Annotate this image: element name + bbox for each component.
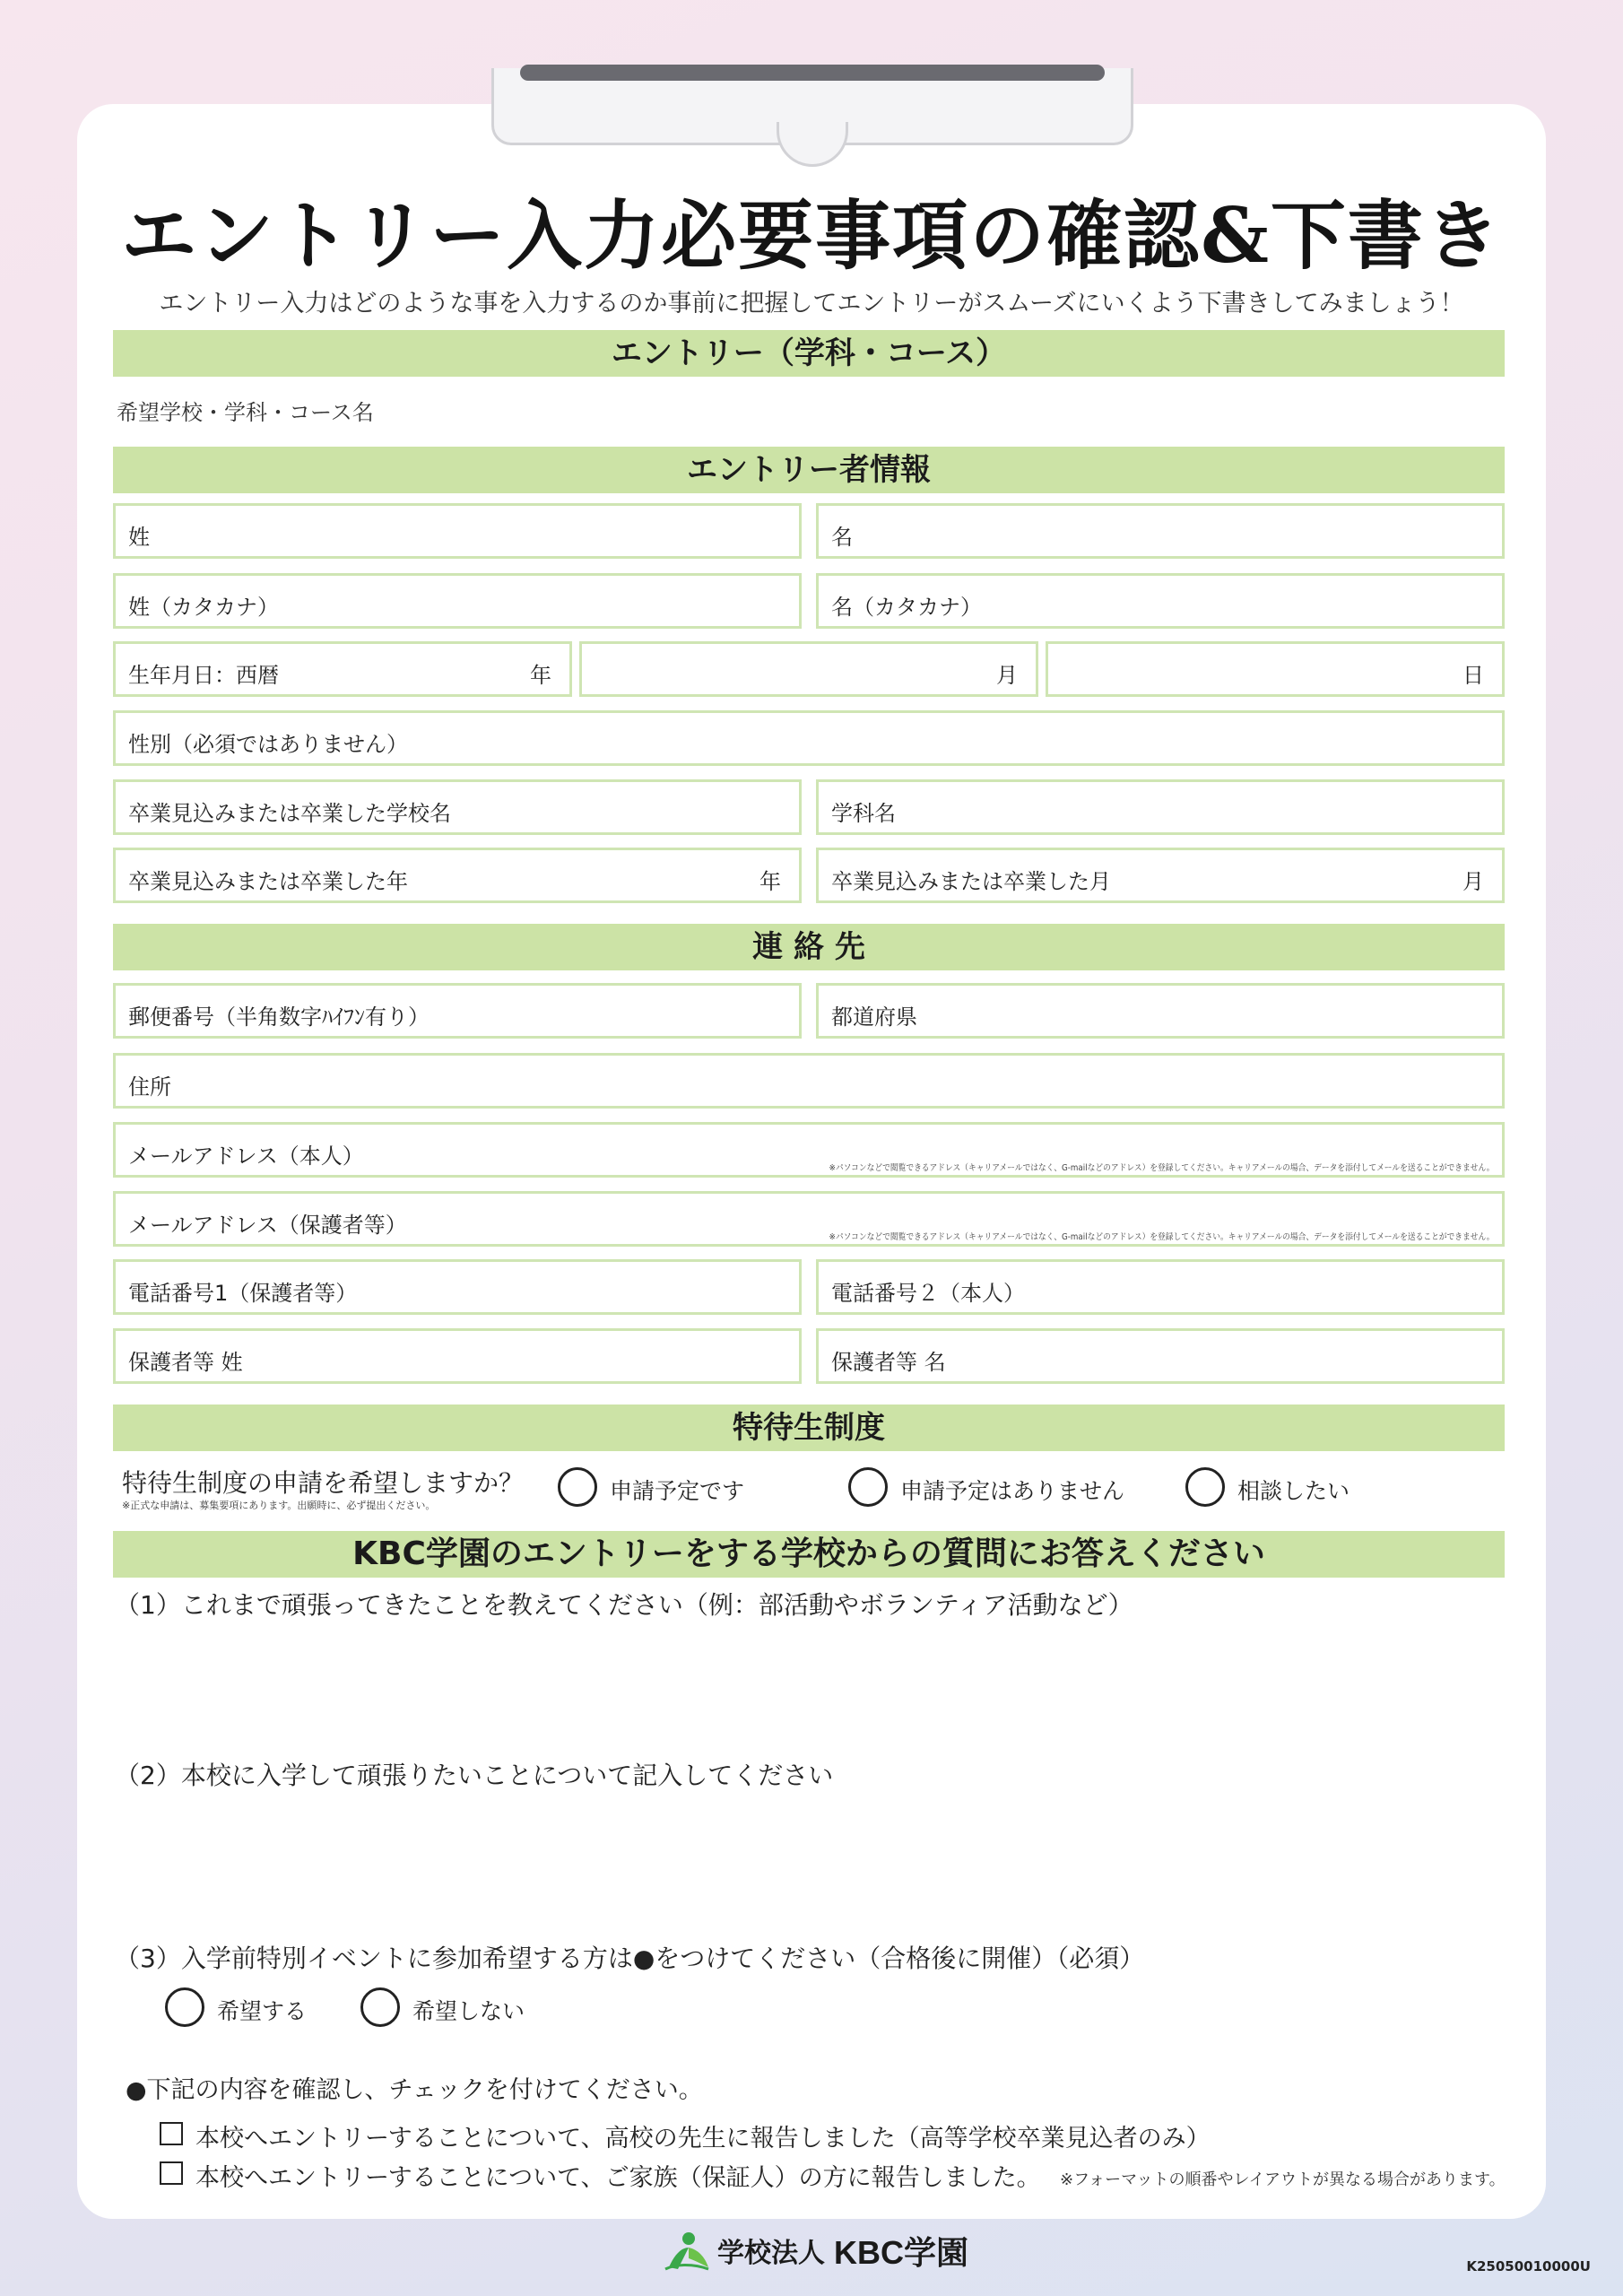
- guardian-first-name-label: 保護者等 名: [831, 1350, 946, 1375]
- grad-year-label: 卒業見込みまたは卒業した年: [128, 869, 408, 894]
- scholarship-note: ※正式な申請は、募集要項にあります。出願時に、必ず提出ください。: [122, 1500, 436, 1511]
- birth-year-field[interactable]: [113, 641, 572, 697]
- format-disclaimer: ※フォーマットの順番やレイアウトが異なる場合があります。: [1060, 2170, 1506, 2189]
- section-header-scholarship: 特待生制度: [113, 1405, 1505, 1451]
- grad-month-unit: 月: [1462, 869, 1484, 894]
- prefecture-field[interactable]: [816, 983, 1505, 1039]
- confirm-heading: ●下記の内容を確認し、チェックを付けてください。: [126, 2076, 703, 2104]
- scholarship-option-no-apply: 申請予定はありません: [900, 1478, 1125, 1504]
- address-label: 住所: [128, 1074, 171, 1100]
- confirm-item-teacher: 本校へエントリーすることについて、高校の先生に報告しました（高等学校卒業見込者のみ）: [195, 2125, 1211, 2152]
- last-name-label: 姓: [128, 525, 150, 550]
- event-option-yes: 希望する: [217, 1998, 308, 2024]
- last-name-kana-label: 姓（カタカナ）: [128, 595, 279, 620]
- clipboard-bar: [520, 65, 1105, 81]
- birth-year-unit: 年: [530, 663, 551, 688]
- email-self-field[interactable]: [113, 1122, 1505, 1178]
- phone1-field[interactable]: [113, 1259, 802, 1315]
- section-header-course: エントリー（学科・コース）: [113, 330, 1505, 377]
- last-name-kana-field[interactable]: [113, 573, 802, 629]
- address-field[interactable]: [113, 1053, 1505, 1109]
- grad-month-field[interactable]: [816, 848, 1505, 903]
- confirm-checkbox-family[interactable]: [160, 2161, 183, 2185]
- section-header-questions: KBC学園のエントリーをする学校からの質問にお答えください: [113, 1531, 1505, 1578]
- event-radio-yes[interactable]: [165, 1987, 204, 2027]
- gender-field[interactable]: [113, 710, 1505, 766]
- school-name-label: 卒業見込みまたは卒業した学校名: [128, 801, 451, 826]
- question-1: （1）これまで頑張ってきたことを教えてください（例：部活動やボランティア活動など）: [115, 1590, 1133, 1620]
- prefecture-label: 都道府県: [831, 1004, 917, 1030]
- kbc-logo-icon: [662, 2228, 712, 2273]
- confirm-item-family: 本校へエントリーすることについて、ご家族（保証人）の方に報告しました。: [195, 2164, 1041, 2192]
- guardian-last-name-field[interactable]: [113, 1328, 802, 1384]
- section-header-applicant: エントリー者情報: [113, 447, 1505, 493]
- first-name-field[interactable]: [816, 503, 1505, 559]
- phone1-label: 電話番号1（保護者等）: [128, 1281, 358, 1306]
- school-name-field[interactable]: [113, 779, 802, 835]
- birth-month-field[interactable]: [579, 641, 1038, 697]
- first-name-kana-label: 名（カタカナ）: [831, 595, 982, 620]
- birth-day-field[interactable]: [1046, 641, 1505, 697]
- email-self-note: ※パソコンなどで閲覧できるアドレス（キャリアメールではなく、G-mailなどのアドレス）を登録してください。キャリアメールの場合、データを添付してメールを送ることができません。: [829, 1163, 1495, 1173]
- scholarship-option-consult: 相談したい: [1237, 1478, 1350, 1504]
- scholarship-radio-no-apply[interactable]: [848, 1467, 888, 1507]
- birthdate-label: 生年月日：西暦: [128, 663, 279, 688]
- course-label: 希望学校・学科・コース名: [117, 400, 374, 425]
- scholarship-radio-consult[interactable]: [1185, 1467, 1225, 1507]
- email-guardian-field[interactable]: [113, 1191, 1505, 1247]
- email-guardian-note: ※パソコンなどで閲覧できるアドレス（キャリアメールではなく、G-mailなどのアドレス）を登録してください。キャリアメールの場合、データを添付してメールを送ることができません。: [829, 1232, 1495, 1242]
- event-radio-no[interactable]: [360, 1987, 400, 2027]
- email-guardian-label: メールアドレス（保護者等）: [128, 1213, 407, 1238]
- scholarship-radio-apply[interactable]: [558, 1467, 597, 1507]
- first-name-label: 名: [831, 525, 853, 550]
- first-name-kana-field[interactable]: [816, 573, 1505, 629]
- question-3: （3）入学前特別イベントに参加希望する方は●をつけてください（合格後に開催）（必須）: [115, 1944, 1145, 1973]
- grad-year-field[interactable]: [113, 848, 802, 903]
- org-name: KBC学園: [834, 2233, 968, 2271]
- email-self-label: メールアドレス（本人）: [128, 1144, 364, 1169]
- guardian-last-name-label: 保護者等 姓: [128, 1350, 243, 1375]
- department-field[interactable]: [816, 779, 1505, 835]
- postal-code-label: 郵便番号（半角数字ﾊｲﾌﾝ有り）: [128, 1004, 430, 1030]
- page-title: エントリー入力必要事項の確認&下書き: [121, 191, 1502, 280]
- question-2: （2）本校に入学して頑張りたいことについて記入してください: [115, 1761, 834, 1790]
- postal-code-field[interactable]: [113, 983, 802, 1039]
- document-code: K25050010000U: [1466, 2258, 1591, 2274]
- event-option-no: 希望しない: [412, 1998, 525, 2024]
- birth-day-unit: 日: [1462, 663, 1484, 688]
- birth-month-unit: 月: [996, 663, 1018, 688]
- gender-label: 性別（必須ではありません）: [128, 732, 408, 757]
- department-label: 学科名: [831, 801, 896, 826]
- confirm-checkbox-teacher[interactable]: [160, 2122, 183, 2145]
- last-name-field[interactable]: [113, 503, 802, 559]
- grad-month-label: 卒業見込みまたは卒業した月: [831, 869, 1111, 894]
- page-subtitle: エントリー入力はどのような事を入力するのか事前に把握してエントリーがスムーズにいくよう下書きしてみましょう！: [159, 290, 1464, 317]
- footer-logo: [662, 2226, 968, 2274]
- grad-year-unit: 年: [759, 869, 781, 894]
- guardian-first-name-field[interactable]: [816, 1328, 1505, 1384]
- scholarship-question: 特待生制度の申請を希望しますか？: [122, 1468, 525, 1498]
- scholarship-option-apply: 申請予定です: [610, 1478, 745, 1504]
- org-prefix: 学校法人: [717, 2238, 825, 2269]
- section-header-contact: 連 絡 先: [113, 924, 1505, 970]
- phone2-field[interactable]: [816, 1259, 1505, 1315]
- phone2-label: 電話番号２（本人）: [831, 1281, 1025, 1306]
